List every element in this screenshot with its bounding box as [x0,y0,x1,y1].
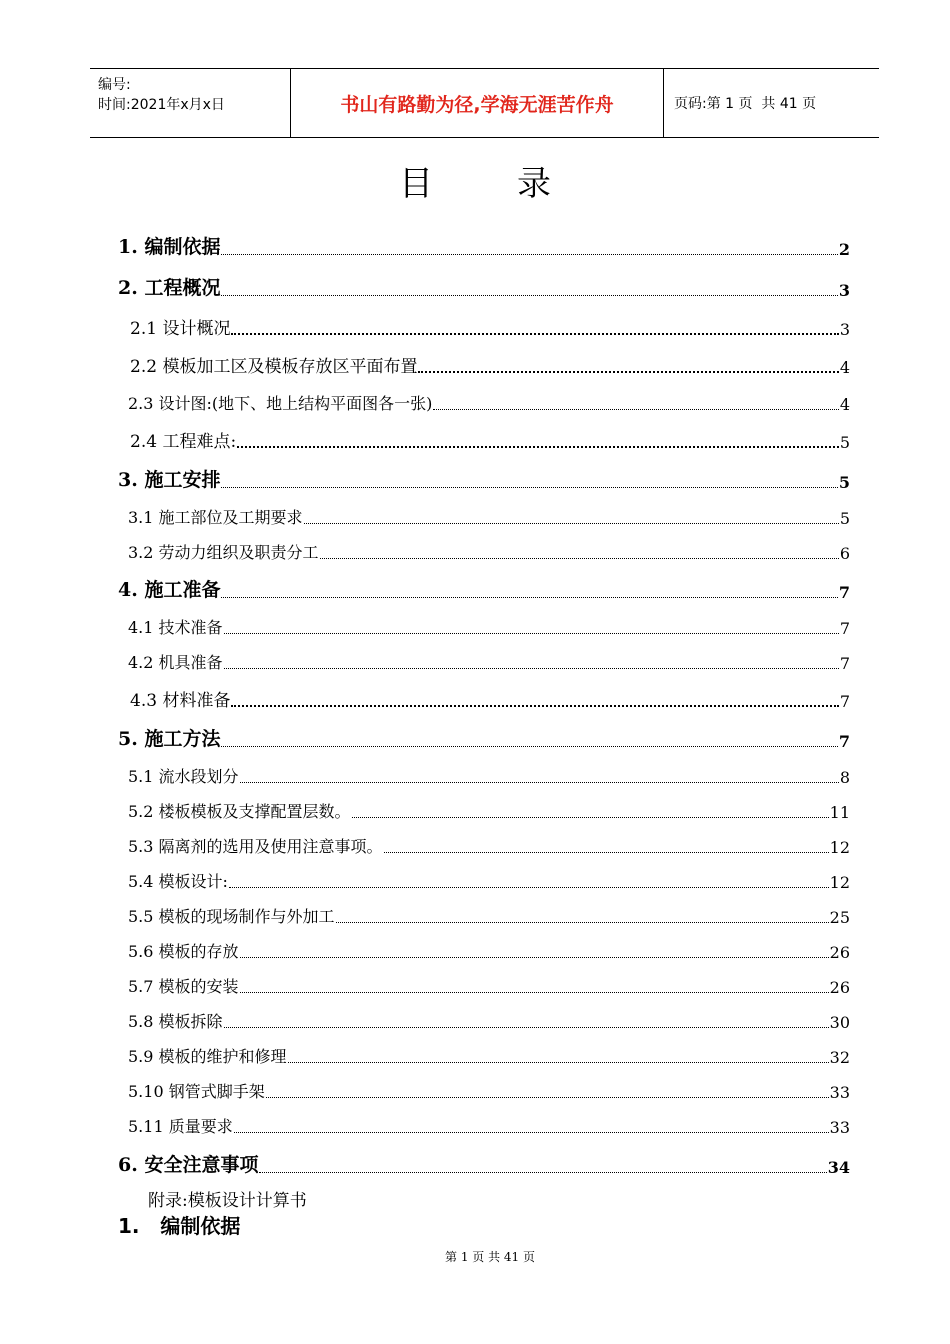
leader-dots [221,486,837,488]
toc-entry-page: 4 [839,358,850,377]
toc-entry-page: 34 [827,1158,850,1177]
toc-entry-label: 3.2 劳动力组织及职责分工 [128,543,319,562]
toc-entry-label: 4.2 机具准备 [128,653,223,672]
leader-dots [320,557,839,559]
leader-dots [240,956,829,958]
leader-dots [259,1171,826,1173]
leader-dots [231,704,838,707]
toc-entry[interactable] [130,314,850,339]
toc-entry-page: 4 [839,395,850,414]
toc-entry[interactable] [130,686,850,711]
leader-dots [221,596,837,598]
toc-entry-label: 5.8 模板拆除 [128,1012,223,1031]
leader-dots [240,781,839,783]
toc-entry[interactable] [128,540,850,563]
toc-entry-label: 2.3 设计图:(地下、地上结构平面图各一张) [128,394,433,413]
toc-entry-page: 5 [839,509,850,528]
toc-entry-page: 12 [829,873,850,892]
toc-entry-page: 32 [829,1048,850,1067]
toc-entry-label: 3.1 施工部位及工期要求 [128,508,303,527]
toc-entry-label: 3. 施工安排 [118,469,221,491]
toc-entry-page: 5 [839,433,850,452]
toc-title: 目录 [399,164,635,204]
toc-entry-page: 7 [838,583,850,602]
toc-entry-page: 30 [829,1013,850,1032]
toc-entry[interactable] [118,724,850,751]
leader-dots [221,253,837,255]
header-divider [663,69,664,137]
leader-dots [266,1096,829,1098]
leader-dots [304,522,839,524]
toc-entry-label: 4.1 技术准备 [128,618,223,637]
toc-entry-label: 5.5 模板的现场制作与外加工 [128,907,335,926]
toc-entry-page: 7 [839,654,850,673]
leader-dots [418,370,838,373]
leader-dots [288,1061,829,1063]
leader-dots [224,632,839,634]
toc-entry-page: 5 [838,473,850,492]
time-label: 时间:2021年x月x日 [98,97,225,113]
toc-entry[interactable] [128,1079,850,1102]
toc-entry-page: 8 [839,768,850,787]
toc-entry-page: 3 [839,320,850,339]
toc-entry-page: 11 [829,803,850,822]
toc-entry[interactable] [118,232,850,259]
leader-dots [433,408,838,410]
toc-entry[interactable] [128,799,850,822]
leader-dots [224,667,839,669]
toc-entry-label: 5. 施工方法 [118,728,221,750]
toc-entry-page: 7 [838,732,850,751]
toc-entry[interactable] [128,1114,850,1137]
number-label: 编号: [98,77,131,93]
toc-entry-label: 5.6 模板的存放 [128,942,239,961]
leader-dots [237,445,839,448]
toc-entry[interactable] [128,939,850,962]
toc-entry-page: 7 [839,692,850,711]
toc-entry[interactable] [128,904,850,927]
leader-dots [336,921,829,923]
toc-entry-label: 2.4 工程难点: [130,432,237,452]
toc-entry-label: 4. 施工准备 [118,579,221,601]
toc-entry[interactable] [128,615,850,638]
toc-entry[interactable] [118,1150,850,1177]
toc-entry[interactable] [118,575,850,602]
header-meta [98,75,288,115]
leader-dots [231,332,838,335]
appendix-note: 附录:模板设计计算书 [148,1191,307,1211]
leader-dots [229,886,829,888]
toc-entry-label: 5.2 楼板模板及支撑配置层数。 [128,802,351,821]
toc-entry-label: 6. 安全注意事项 [118,1154,259,1176]
toc-entry-label: 1. 编制依据 [118,236,221,258]
toc-entry[interactable] [128,1044,850,1067]
toc-entry[interactable] [128,505,850,528]
toc-entry-page: 25 [829,908,850,927]
toc-entry-page: 33 [829,1083,850,1102]
toc-entry[interactable] [118,465,850,492]
leader-dots [234,1131,829,1133]
toc-entry-page: 26 [829,943,850,962]
leader-dots [240,991,829,993]
toc-entry[interactable] [130,352,850,377]
toc-entry[interactable] [128,869,850,892]
toc-entry[interactable] [128,834,850,857]
toc-entry-label: 2. 工程概况 [118,277,221,299]
toc-entry-page: 3 [838,281,850,300]
toc-entry-page: 7 [839,619,850,638]
toc-entry-label: 5.4 模板设计: [128,872,228,891]
toc-entry[interactable] [128,1009,850,1032]
toc-entry-label: 4.3 材料准备 [130,691,231,711]
toc-entry-label: 2.2 模板加工区及模板存放区平面布置 [130,357,418,377]
header-motto: 书山有路勤为径,学海无涯苦作舟 [340,93,614,116]
toc-entry[interactable] [128,391,850,414]
toc-entry[interactable] [128,764,850,787]
leader-dots [224,1026,829,1028]
toc-entry[interactable] [128,650,850,673]
toc-entry[interactable] [130,427,850,452]
leader-dots [384,851,829,853]
toc-entry-page: 33 [829,1118,850,1137]
leader-dots [221,745,837,747]
leader-dots [352,816,829,818]
toc-entry-label: 5.10 钢管式脚手架 [128,1082,265,1101]
toc-entry-label: 5.11 质量要求 [128,1117,233,1136]
toc-entry-label: 5.9 模板的维护和修理 [128,1047,287,1066]
page-header [90,68,879,138]
leader-dots [221,294,837,296]
toc-entry-page: 26 [829,978,850,997]
toc-entry-label: 5.7 模板的安装 [128,977,239,996]
toc-entry[interactable] [128,974,850,997]
toc-entry[interactable] [118,273,850,300]
toc-entry-label: 5.1 流水段划分 [128,767,239,786]
header-page-label: 页码:第 1 页 共 41 页 [674,96,817,112]
toc-entry-page: 2 [838,240,850,259]
toc-entry-page: 12 [829,838,850,857]
page-footer: 第 1 页 共 41 页 [445,1250,535,1264]
toc-entry-label: 2.1 设计概况 [130,319,231,339]
toc-entry-label: 5.3 隔离剂的选用及使用注意事项。 [128,837,383,856]
toc-entry-page: 6 [839,544,850,563]
section-heading: 1. 编制依据 [118,1214,241,1238]
